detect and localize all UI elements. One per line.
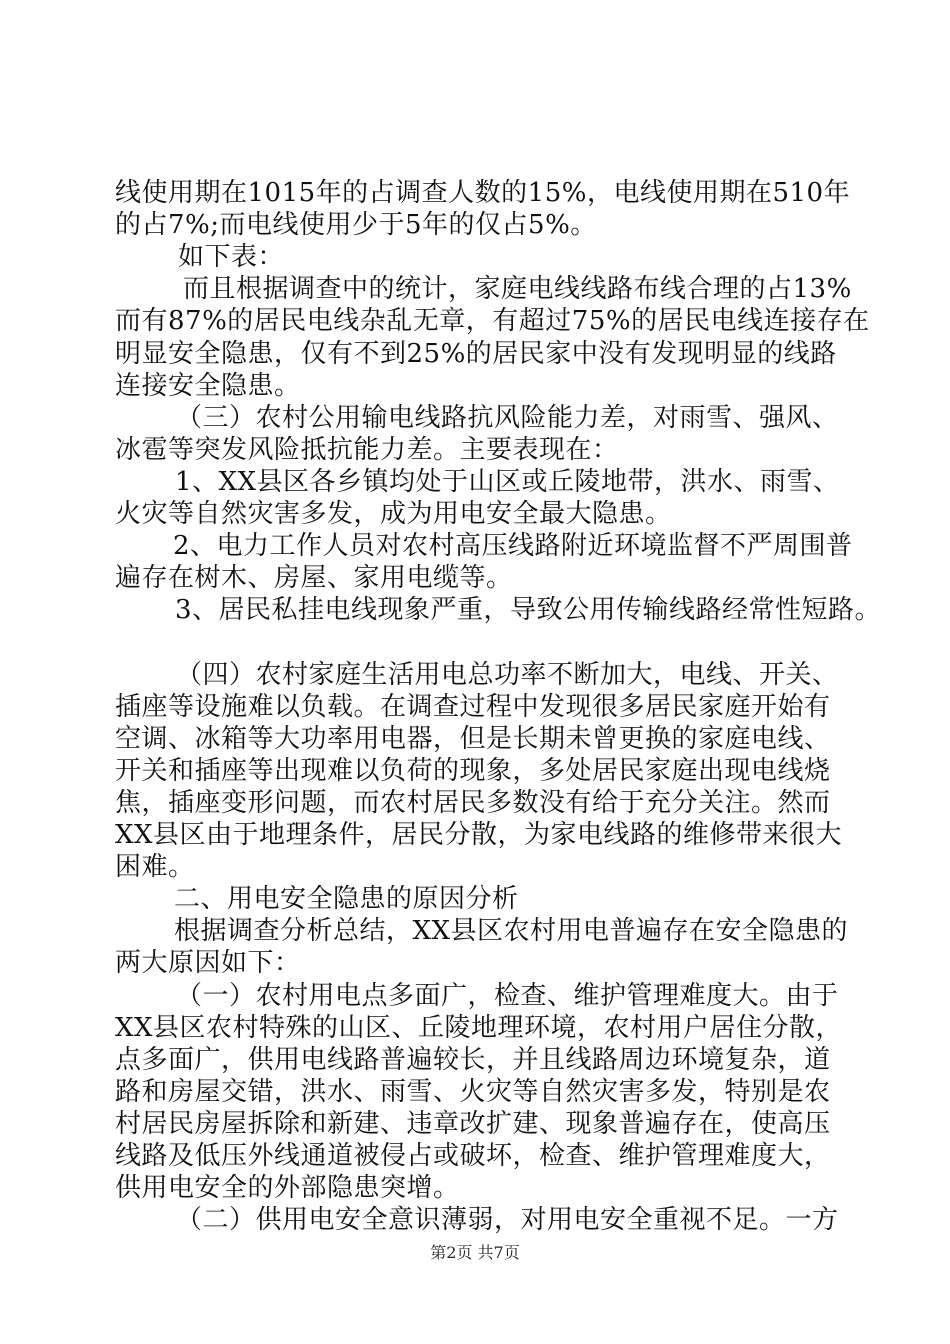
text-line: XX县区农村特殊的山区、丘陵地理环境，农村用户居住分散， bbox=[115, 1013, 843, 1043]
text-line: 线路及低压外线通道被侵占或破坏，检查、维护管理难度大， bbox=[115, 1141, 831, 1171]
text-line: （一）农村用电点多面广，检查、维护管理难度大。由于 bbox=[176, 981, 839, 1011]
text-line: 明显安全隐患，仅有不到25%的居民家中没有发现明显的线路 bbox=[115, 339, 837, 369]
text-line: 插座等设施难以负载。在调查过程中发现很多居民家庭开始有 bbox=[115, 692, 831, 722]
text-line: 而有87%的居民电线杂乱无章，有超过75%的居民电线连接存在 bbox=[115, 306, 870, 336]
text-line: 如下表： bbox=[178, 242, 285, 272]
text-line: 路和房屋交错，洪水、雨雪、火灾等自然灾害多发，特别是农 bbox=[115, 1077, 831, 1107]
text-line: 困难。 bbox=[115, 852, 195, 882]
text-line: 而且根据调查中的统计，家庭电线线路布线合理的占13% bbox=[183, 274, 852, 304]
text-line: 火灾等自然灾害多发，成为用电安全最大隐患。 bbox=[115, 499, 672, 529]
text-line: 1、XX县区各乡镇均处于山区或丘陵地带，洪水、雨雪、 bbox=[175, 467, 840, 497]
text-line: 点多面广，供用电线路普遍较长，并且线路周边环境复杂，道 bbox=[115, 1045, 831, 1075]
text-line: 连接安全隐患。 bbox=[115, 371, 301, 401]
text-line: （二）供用电安全意识薄弱，对用电安全重视不足。一方 bbox=[176, 1205, 839, 1235]
text-line: 焦，插座变形问题，而农村居民多数没有给于充分关注。然而 bbox=[115, 788, 831, 818]
text-line: 开关和插座等出现难以负荷的现象，多处居民家庭出现电线烧 bbox=[115, 756, 831, 786]
text-line: 遍存在树木、房屋、家用电缆等。 bbox=[115, 563, 513, 593]
text-line: 供用电安全的外部隐患突增。 bbox=[115, 1173, 460, 1203]
text-line: 村居民房屋拆除和新建、违章改扩建、现象普遍存在，使高压 bbox=[115, 1109, 831, 1139]
text-line: 的占7%;而电线使用少于5年的仅占5%。 bbox=[115, 210, 597, 240]
text-line: 空调、冰箱等大功率用电器，但是长期未曾更换的家庭电线、 bbox=[115, 724, 831, 754]
text-line: XX县区由于地理条件，居民分散，为家电线路的维修带来很大 bbox=[115, 820, 843, 850]
text-line: 冰雹等突发风险抵抗能力差。主要表现在： bbox=[115, 435, 619, 465]
text-line: （三）农村公用输电线路抗风险能力差，对雨雪、强风、 bbox=[176, 403, 839, 433]
text-line: 根据调查分析总结，XX县区农村用电普遍存在安全隐患的 bbox=[174, 916, 849, 946]
text-line: 3、居民私挂电线现象严重，导致公用传输线路经常性短路。 bbox=[175, 595, 882, 625]
text-line: 2、电力工作人员对农村高压线路附近环境监督不严周围普 bbox=[173, 531, 853, 561]
page-number-footer: 第2页 共7页 bbox=[430, 1243, 520, 1262]
text-line: 两大原因如下： bbox=[115, 948, 301, 978]
text-line: 线使用期在1015年的占调查人数的15%，电线使用期在510年 bbox=[115, 178, 851, 208]
text-line: （四）农村家庭生活用电总功率不断加大，电线、开关、 bbox=[176, 660, 839, 690]
section-heading: 二、用电安全隐患的原因分析 bbox=[174, 884, 519, 914]
